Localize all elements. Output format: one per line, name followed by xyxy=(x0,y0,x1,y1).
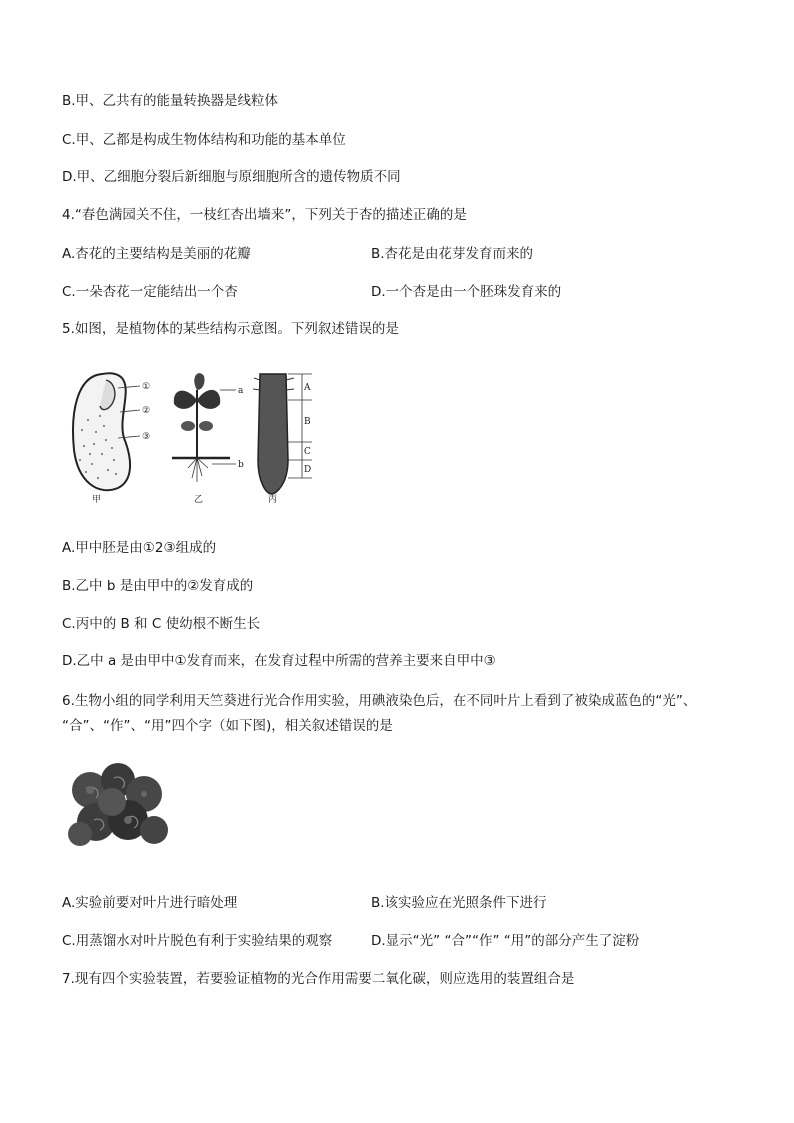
q3-option-c: C.甲、乙都是构成生物体结构和功能的基本单位 xyxy=(62,132,346,148)
q4-option-c: C.一朵杏花一定能结出一个杏 xyxy=(62,284,238,300)
q6-stem-line1: 6.生物小组的同学利用天竺葵进行光合作用实验，用碘液染色后，在不同叶片上看到了被染成蓝色的“光”、 xyxy=(62,693,697,709)
caption-yi: 乙 xyxy=(194,495,204,505)
q4-option-b: B.杏花是由花芽发育而来的 xyxy=(371,246,534,262)
q5-stem: 5.如图，是植物体的某些结构示意图。下列叙述错误的是 xyxy=(62,321,399,337)
root-label-C: C xyxy=(304,447,311,457)
seedling-diagram xyxy=(172,373,244,505)
q6-option-c: C.用蒸馏水对叶片脱色有利于实验结果的观察 xyxy=(62,933,333,949)
q5-option-d: D.乙中 a 是由甲中①发育而来，在发育过程中所需的营养主要来自甲中③ xyxy=(62,653,496,669)
q6-stem-line2: “合”、“作”、“用”四个字（如下图)，相关叙述错误的是 xyxy=(62,718,393,734)
seed-diagram xyxy=(73,373,150,505)
q6-option-a: A.实验前要对叶片进行暗处理 xyxy=(62,895,238,911)
q5-figure xyxy=(62,360,332,505)
q4-stem: 4.“春色满园关不住，一枝红杏出墙来”，下列关于杏的描述正确的是 xyxy=(62,207,467,223)
caption-jia: 甲 xyxy=(92,495,102,505)
q6-geranium-photo xyxy=(66,760,170,852)
q3-option-b: B.甲、乙共有的能量转换器是线粒体 xyxy=(62,93,279,109)
root-label-B: B xyxy=(304,417,311,427)
q6-option-d: D.显示“光” “合”“作” “用”的部分产生了淀粉 xyxy=(371,933,640,949)
q5-option-c: C.丙中的 B 和 C 使幼根不断生长 xyxy=(62,616,261,632)
q5-option-a: A.甲中胚是由①2③组成的 xyxy=(62,540,217,556)
root-label-A: A xyxy=(304,383,311,393)
q7-stem: 7.现有四个实验装置，若要验证植物的光合作用需要二氧化碳，则应选用的装置组合是 xyxy=(62,971,575,987)
root-label-D: D xyxy=(304,465,312,475)
root-tip-diagram xyxy=(253,374,312,505)
plant-label-a: a xyxy=(238,386,244,396)
q3-option-d: D.甲、乙细胞分裂后新细胞与原细胞所含的遗传物质不同 xyxy=(62,169,401,185)
q4-option-d: D.一个杏是由一个胚珠发育来的 xyxy=(371,284,562,300)
seed-label-3: ③ xyxy=(142,432,151,442)
caption-bing: 丙 xyxy=(268,495,278,505)
q4-option-a: A.杏花的主要结构是美丽的花瓣 xyxy=(62,246,251,262)
q5-option-b: B.乙中 b 是由甲中的②发育成的 xyxy=(62,578,254,594)
seed-label-2: ② xyxy=(142,406,151,416)
seed-label-1: ① xyxy=(142,382,151,392)
q6-option-b: B.该实验应在光照条件下进行 xyxy=(371,895,547,911)
plant-label-b: b xyxy=(238,460,244,470)
